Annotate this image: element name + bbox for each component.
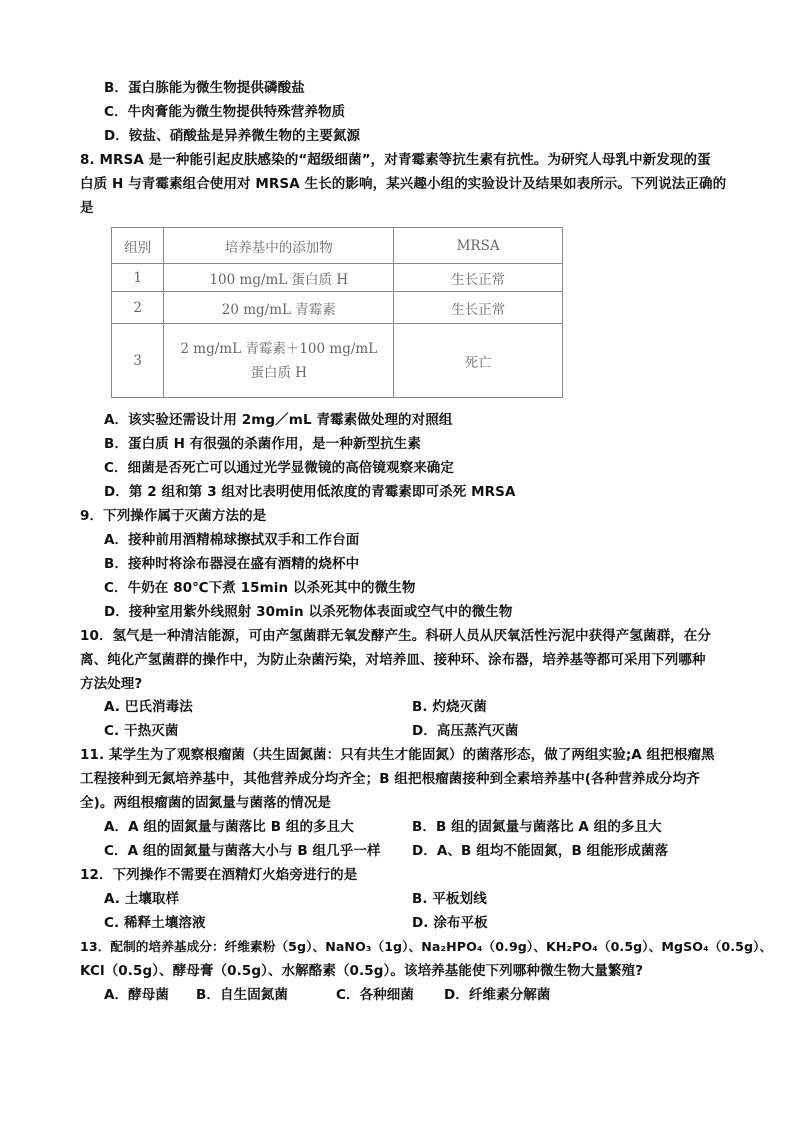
table-cell-result: 生长正常 <box>394 264 563 292</box>
q13-option-a: A．酵母菌 <box>104 987 169 1003</box>
q11-option-a: A．A 组的固氮量与菌落比 B 组的多且大 <box>104 819 354 835</box>
q13-option-d: D．纤维素分解菌 <box>444 987 551 1003</box>
q11-stem-line2: 工程接种到无氮培养基中，其他营养成分均齐全；B 组把根瘤菌接种到全素培养基中(各种营养成分均齐 <box>80 771 700 787</box>
q9-option-b: B．接种时将涂布器浸在盛有酒精的烧杯中 <box>104 556 360 572</box>
q13-option-c: C．各种细菌 <box>336 987 415 1003</box>
table-header-row <box>112 228 563 264</box>
additive-line2: 蛋白质 H <box>250 364 308 381</box>
table-cell-additive: 100 mg/mL 蛋白质 H <box>164 264 394 292</box>
q9-option-d: D．接种室用紫外线照射 30min 以杀死物体表面或空气中的微生物 <box>104 604 513 620</box>
table-cell-group: 2 <box>112 292 164 324</box>
q13-stem-line1: 13．配制的培养基成分：纤维素粉（5g）、NaNO₃（1g）、Na₂HPO₄（0.9g）、KH₂PO₄（0.5g）、MgSO₄（0.5g）、 <box>80 939 773 954</box>
table-header-group: 组别 <box>112 228 164 264</box>
q12-option-a: A. 土壤取样 <box>104 891 180 907</box>
q13-stem-line2: KCl（0.5g）、酵母膏（0.5g）、水解酪素（0.5g）。该培养基能使下列哪种微生物大量繁殖? <box>80 963 644 979</box>
q11-option-b: B．B 组的固氮量与菌落比 A 组的多且大 <box>412 819 662 835</box>
q12-option-b: B. 平板划线 <box>412 891 487 907</box>
experiment-table <box>111 227 563 397</box>
q10-option-b: B. 灼烧灭菌 <box>412 699 487 715</box>
q12-option-c: C. 稀释土壤溶液 <box>104 915 206 931</box>
q7-option-d: D．铵盐、硝酸盐是异养微生物的主要氮源 <box>104 128 361 144</box>
table-row <box>112 292 563 324</box>
q12-option-d: D. 涂布平板 <box>412 915 488 931</box>
q12-stem: 12．下列操作不需要在酒精灯火焰旁进行的是 <box>80 867 358 883</box>
table-cell-additive <box>164 324 394 398</box>
table-cell-result: 生长正常 <box>394 292 563 324</box>
q13-option-b: B．自生固氮菌 <box>196 987 288 1003</box>
q8-stem-line2: 白质 H 与青霉素组合使用对 MRSA 生长的影响，某兴趣小组的实验设计及结果如表所示。下列说法正确的 <box>80 176 727 192</box>
additive-line1: 2 mg/mL 青霉素＋100 mg/mL <box>180 340 378 357</box>
q8-option-c: C．细菌是否死亡可以通过光学显微镜的高倍镜观察来确定 <box>104 460 455 476</box>
table-cell-group: 1 <box>112 264 164 292</box>
q9-stem: 9．下列操作属于灭菌方法的是 <box>80 508 267 524</box>
q8-option-a: A．该实验还需设计用 2mg／mL 青霉素做处理的对照组 <box>104 412 453 428</box>
table-header-additive: 培养基中的添加物 <box>164 228 394 264</box>
q10-option-d: D．高压蒸汽灭菌 <box>412 723 519 739</box>
q11-option-c: C．A 组的固氮量与菌落大小与 B 组几乎一样 <box>104 843 381 859</box>
q7-option-b: B．蛋白胨能为微生物提供磷酸盐 <box>104 80 305 96</box>
q10-option-c: C. 干热灭菌 <box>104 723 179 739</box>
q8-option-b: B．蛋白质 H 有很强的杀菌作用，是一种新型抗生素 <box>104 436 421 452</box>
table-row <box>112 324 563 398</box>
q7-option-c: C．牛肉膏能为微生物提供特殊营养物质 <box>104 104 346 120</box>
table-header-mrsa: MRSA <box>394 228 563 264</box>
q11-stem-line1: 11. 某学生为了观察根瘤菌（共生固氮菌：只有共生才能固氮）的菌落形态，做了两组实验;A 组把根瘤黑 <box>80 747 715 763</box>
q10-stem-line2: 离、纯化产氢菌群的操作中，为防止杂菌污染，对培养皿、接种环、涂布器，培养基等都可采用下列哪种 <box>80 652 706 668</box>
table-cell-result: 死亡 <box>394 324 563 398</box>
q10-option-a: A. 巴氏消毒法 <box>104 699 193 715</box>
q8-stem-line1: 8. MRSA 是一种能引起皮肤感染的“超级细菌”，对青霉素等抗生素有抗性。为研究人母乳中新发现的蛋 <box>80 152 711 168</box>
table-cell-group: 3 <box>112 324 164 398</box>
q8-option-d: D．第 2 组和第 3 组对比表明使用低浓度的青霉素即可杀死 MRSA <box>104 484 516 500</box>
q10-stem-line3: 方法处理? <box>80 676 143 692</box>
q8-stem-line3: 是 <box>80 200 94 216</box>
table-row <box>112 264 563 292</box>
q11-stem-line3: 全)。两组根瘤菌的固氮量与菌落的情况是 <box>80 795 332 811</box>
q11-option-d: D．A、B 组均不能固氮，B 组能形成菌落 <box>412 843 669 859</box>
q10-stem-line1: 10．氢气是一种清洁能源，可由产氢菌群无氧发酵产生。科研人员从厌氧活性污泥中获得产氢菌群，在分 <box>80 628 711 644</box>
table-cell-additive: 20 mg/mL 青霉素 <box>164 292 394 324</box>
q9-option-c: C．牛奶在 80℃下煮 15min 以杀死其中的微生物 <box>104 580 416 596</box>
q9-option-a: A．接种前用酒精棉球擦拭双手和工作台面 <box>104 532 360 548</box>
